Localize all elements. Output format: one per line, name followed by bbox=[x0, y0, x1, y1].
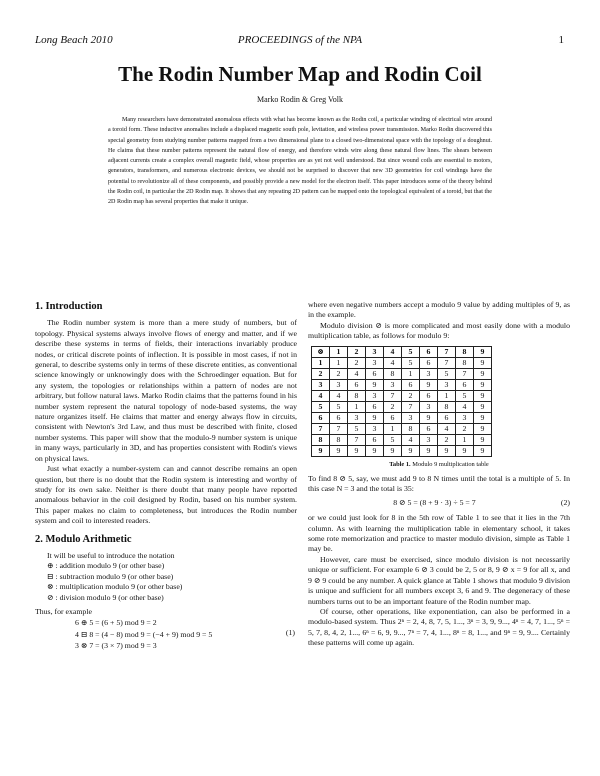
abstract: Many researchers have demonstrated anomalous effects with what has become known as the Rodin coil, a particular winding of electrical wire around a toroid form. These inductive anomalies include a displaced magnetic south pole, levitation, and wireless power transmission. Marko Rodin discovered this special geometry from studying number patterns mapped from a two dimensional plane to a closed two-dimensional space with the topology of a doughnut. He claims that these number patterns represent the natural flow of energy, and therefore winds wire along these natural flow lines. The shears between adjacent currents create a complex overall magnetic field, whose properties are as yet not well understood. But since wound coils are essential to motors, generators, transformers, and numerous electronic devices, we should not be surprised to discover that new 3D geometries for coil windings have the potential to revolutionize all of these components, and possibly provide a new model for the electron itself. This paper introduces some of the theory behind the Rodin coil, in particular the 2D Rodin map. It shows that any repeating 2D pattern can be mapped onto the topological equivalent of a toroid, but that the 2D Rodin map has several properties that make it unique. bbox=[108, 117, 492, 206]
modulo-9-multiplication-table bbox=[311, 346, 492, 457]
table-cell: 6 bbox=[366, 368, 384, 379]
uniqueness-paragraph: However, care must be exercised, since modulo division is not necessarily unique or sufficient. For example 6 ⊘ 3 could be 2, 5 or 8, 9 ⊘ x = 9 for all x, and 9 ⊘ 9 could be any number. A quick glance at Table 1 shows that modulo 9 division is unique and sufficient for all numbers except 3, 6 and 9. The degeneracy of these numbers turns out to be an important feature of the Rodin number map. bbox=[308, 554, 570, 606]
table-cell: 2 bbox=[330, 368, 348, 379]
table-cell: 6 bbox=[420, 390, 438, 401]
table-column-header: 2 bbox=[348, 346, 366, 357]
table-cell: 4 bbox=[330, 390, 348, 401]
table-cell: 5 bbox=[438, 368, 456, 379]
notation-item-division: ⊘ : division modulo 9 (or other base) bbox=[47, 592, 164, 602]
table-cell: 6 bbox=[420, 357, 438, 368]
table-cell: 9 bbox=[474, 423, 492, 434]
table-cell: 1 bbox=[330, 357, 348, 368]
table-cell: 3 bbox=[402, 412, 420, 423]
table-cell: 6 bbox=[438, 412, 456, 423]
notation-item-subtraction: ⊟ : subtraction modulo 9 (or other base) bbox=[47, 571, 174, 581]
table-cell: 8 bbox=[438, 401, 456, 412]
table-cell: 9 bbox=[474, 434, 492, 445]
table-cell: 5 bbox=[402, 357, 420, 368]
table-row-header: 1 bbox=[312, 357, 330, 368]
table-cell: 2 bbox=[456, 423, 474, 434]
table-cell: 4 bbox=[438, 423, 456, 434]
table-row bbox=[312, 390, 492, 401]
notation-list bbox=[47, 561, 297, 603]
table-caption-text: Modulo 9 multiplication table bbox=[412, 460, 489, 468]
table-row bbox=[312, 445, 492, 456]
table-cell: 9 bbox=[402, 445, 420, 456]
notation-intro: It will be useful to introduce the notation bbox=[47, 550, 175, 560]
table-row bbox=[312, 423, 492, 434]
table-cell: 2 bbox=[438, 434, 456, 445]
table-cell: 6 bbox=[330, 412, 348, 423]
equation-2 bbox=[308, 498, 570, 508]
table-cell: 9 bbox=[366, 379, 384, 390]
paper-title: The Rodin Number Map and Rodin Coil bbox=[118, 62, 482, 86]
table-cell: 5 bbox=[348, 423, 366, 434]
table-cell: 5 bbox=[384, 434, 402, 445]
table-cell: 3 bbox=[348, 412, 366, 423]
example-intro: Thus, for example bbox=[35, 606, 92, 616]
table-cell: 9 bbox=[474, 401, 492, 412]
table-cell: 9 bbox=[366, 412, 384, 423]
table-cell: 6 bbox=[384, 412, 402, 423]
table-row bbox=[312, 401, 492, 412]
equation-1-lines bbox=[75, 617, 212, 652]
table-row-header: 3 bbox=[312, 379, 330, 390]
equation-line: 6 ⊕ 5 = (6 + 5) mod 9 = 2 bbox=[75, 618, 157, 628]
equation-2-number: (2) bbox=[560, 497, 570, 507]
table-cell: 1 bbox=[456, 434, 474, 445]
table-cell: 3 bbox=[366, 357, 384, 368]
table-cell: 2 bbox=[402, 390, 420, 401]
table-cell: 9 bbox=[330, 445, 348, 456]
table-cell: 3 bbox=[420, 401, 438, 412]
table-cell: 4 bbox=[402, 434, 420, 445]
modulo-division-paragraph: Modulo division ⊘ is more complicated and most easily done with a modulo multiplication table, as follows for modulo 9: bbox=[308, 320, 570, 341]
intro-paragraph-2: Just what exactly a number-system can and cannot describe remains an open question, but there is no doubt that the Rodin system is interesting and worthy of study for its own sake. Neither is there doubt that many people have reported anomalous behavior in the coil designed by Rodin, based on his number system. This paper makes no claim to completeness, but introduces the Rodin number system and coil to interested readers. bbox=[35, 464, 297, 526]
notation-item-addition: ⊕ : addition modulo 9 (or other base) bbox=[47, 561, 165, 571]
table-row-header: 9 bbox=[312, 445, 330, 456]
table-corner-symbol: ⊗ bbox=[312, 346, 330, 357]
table-cell: 7 bbox=[456, 368, 474, 379]
table-cell: 9 bbox=[438, 445, 456, 456]
table-lookup-paragraph: or we could just look for 8 in the 5th row of Table 1 to see that it lies in the 7th column. As with learning the multiplication table in elementary school, it takes some rote memorization and practice to master modulo division, simple as Table 1 may be. bbox=[308, 513, 570, 554]
table-cell: 3 bbox=[330, 379, 348, 390]
table-row-header: 2 bbox=[312, 368, 330, 379]
table-column-header: 3 bbox=[366, 346, 384, 357]
table-cell: 6 bbox=[402, 379, 420, 390]
table-row bbox=[312, 357, 492, 368]
table-cell: 3 bbox=[384, 379, 402, 390]
division-example-paragraph: To find 8 ⊘ 5, say, we must add 9 to 8 N times until the total is a multiple of 5. In this case N = 3 and the total is 35: bbox=[308, 474, 570, 494]
table-cell: 4 bbox=[456, 401, 474, 412]
equation-1 bbox=[35, 617, 297, 652]
table-cell: 9 bbox=[474, 390, 492, 401]
table-header-row bbox=[312, 346, 492, 357]
table-cell: 7 bbox=[438, 357, 456, 368]
table-cell: 4 bbox=[384, 357, 402, 368]
table-cell: 9 bbox=[420, 379, 438, 390]
paper-authors: Marko Rodin & Greg Volk bbox=[257, 95, 343, 104]
table-cell: 3 bbox=[438, 379, 456, 390]
table-row-header: 4 bbox=[312, 390, 330, 401]
table-cell: 9 bbox=[366, 445, 384, 456]
table-cell: 3 bbox=[420, 368, 438, 379]
table-column-header: 9 bbox=[474, 346, 492, 357]
right-column bbox=[308, 300, 570, 649]
table-cell: 9 bbox=[384, 445, 402, 456]
section-heading-introduction: 1. Introduction bbox=[35, 301, 103, 312]
running-header-proceedings: PROCEEDINGS of the NPA bbox=[237, 34, 363, 46]
page-number: 1 bbox=[558, 34, 564, 46]
table-cell: 9 bbox=[456, 445, 474, 456]
table-cell: 8 bbox=[456, 357, 474, 368]
table-column-header: 8 bbox=[456, 346, 474, 357]
table-cell: 5 bbox=[330, 401, 348, 412]
table-row-header: 8 bbox=[312, 434, 330, 445]
table-cell: 9 bbox=[474, 379, 492, 390]
equation-2-body: 8 ⊘ 5 = (8 + 9 · 3) ÷ 5 = 7 bbox=[393, 497, 476, 507]
table-row bbox=[312, 434, 492, 445]
table-cell: 2 bbox=[348, 357, 366, 368]
table-row-header: 7 bbox=[312, 423, 330, 434]
intro-paragraph-1: The Rodin number system is more than a mere study of numbers, but of topology. Physical systems always involve flows of energy and matter, and if we describe these systems in terms of fields, their interactions invariably produce nodes, or critical discrete points of inflection. It is possible in most cases, if not in general, to describe systems only in terms of these discrete entities, as conventional science knowingly or unknowingly does with the Schroedinger equation. But for any system, the topologies or relationships within a pattern of nodes are not arbitrary, but follow natural laws. Marko Rodin claims that the patterns found in his number system represent the natural topology of node-based systems, the way nature organizes itself. He claims that matter and energy always flow in circuits, consistent with Newton's 3rd Law, and thus must be described with finite, closed number systems. This paper will show that the modulo-9 number system is unique in many ways, particularly in 3D, and has properties consistent with Rodin's views on physical laws. bbox=[35, 318, 297, 463]
table-row-header: 6 bbox=[312, 412, 330, 423]
table-row bbox=[312, 379, 492, 390]
table-row-header: 5 bbox=[312, 401, 330, 412]
equation-line: 3 ⊗ 7 = (3 × 7) mod 9 = 3 bbox=[75, 641, 157, 651]
table-caption bbox=[308, 460, 570, 470]
table-column-header: 6 bbox=[420, 346, 438, 357]
table-cell: 8 bbox=[402, 423, 420, 434]
table-cell: 6 bbox=[420, 423, 438, 434]
table-cell: 9 bbox=[420, 412, 438, 423]
table-caption-label: Table 1. bbox=[389, 460, 411, 468]
table-cell: 1 bbox=[348, 401, 366, 412]
table-cell: 5 bbox=[456, 390, 474, 401]
table-cell: 9 bbox=[474, 412, 492, 423]
table-cell: 3 bbox=[366, 390, 384, 401]
table-cell: 3 bbox=[366, 423, 384, 434]
table-cell: 7 bbox=[384, 390, 402, 401]
table-cell: 7 bbox=[348, 434, 366, 445]
table-cell: 3 bbox=[420, 434, 438, 445]
left-column bbox=[35, 300, 297, 652]
table-cell: 7 bbox=[402, 401, 420, 412]
table-row bbox=[312, 368, 492, 379]
table-cell: 9 bbox=[474, 357, 492, 368]
section-heading-modulo-arithmetic: 2. Modulo Arithmetic bbox=[35, 533, 132, 545]
table-cell: 1 bbox=[384, 423, 402, 434]
table-cell: 9 bbox=[420, 445, 438, 456]
table-cell: 9 bbox=[474, 445, 492, 456]
table-cell: 4 bbox=[348, 368, 366, 379]
negative-numbers-paragraph: where even negative numbers accept a modulo 9 value by adding multiples of 9, as in the example. bbox=[308, 300, 570, 320]
table-cell: 6 bbox=[348, 379, 366, 390]
table-cell: 8 bbox=[348, 390, 366, 401]
exponentiation-paragraph: Of course, other operations, like exponentiation, can also be performed in a modulo-based system. Thus 2ⁿ = 2, 4, 8, 7, 5, 1..., 3ⁿ = 3, 9, 9..., 4ⁿ = 4, 7, 1..., 5ⁿ = 5, 7, 8, 4, 2, 1..., 6ⁿ = 6, 9, 9..., 7ⁿ = 7, 4, 1..., 8ⁿ = 8, 1..., and 9ⁿ = 9, 9.... Certainly these patterns will come up again. bbox=[308, 606, 570, 648]
equation-line: 4 ⊟ 8 = (4 − 8) mod 9 = (−4 + 9) mod 9 = 5 bbox=[75, 629, 213, 639]
table-column-header: 7 bbox=[438, 346, 456, 357]
running-header-conference: Long Beach 2010 bbox=[35, 34, 113, 46]
table-cell: 2 bbox=[384, 401, 402, 412]
table-column-header: 4 bbox=[384, 346, 402, 357]
table-cell: 6 bbox=[366, 401, 384, 412]
table-cell: 1 bbox=[402, 368, 420, 379]
table-cell: 9 bbox=[474, 368, 492, 379]
table-cell: 6 bbox=[366, 434, 384, 445]
table-cell: 7 bbox=[330, 423, 348, 434]
table-column-header: 1 bbox=[330, 346, 348, 357]
table-cell: 3 bbox=[456, 412, 474, 423]
table-cell: 1 bbox=[438, 390, 456, 401]
table-row bbox=[312, 412, 492, 423]
equation-1-number: (1) bbox=[285, 628, 295, 638]
notation-item-multiplication: ⊗ : multiplication modulo 9 (or other base) bbox=[47, 582, 183, 592]
table-cell: 6 bbox=[456, 379, 474, 390]
table-cell: 9 bbox=[348, 445, 366, 456]
table-cell: 8 bbox=[330, 434, 348, 445]
table-cell: 8 bbox=[384, 368, 402, 379]
table-column-header: 5 bbox=[402, 346, 420, 357]
